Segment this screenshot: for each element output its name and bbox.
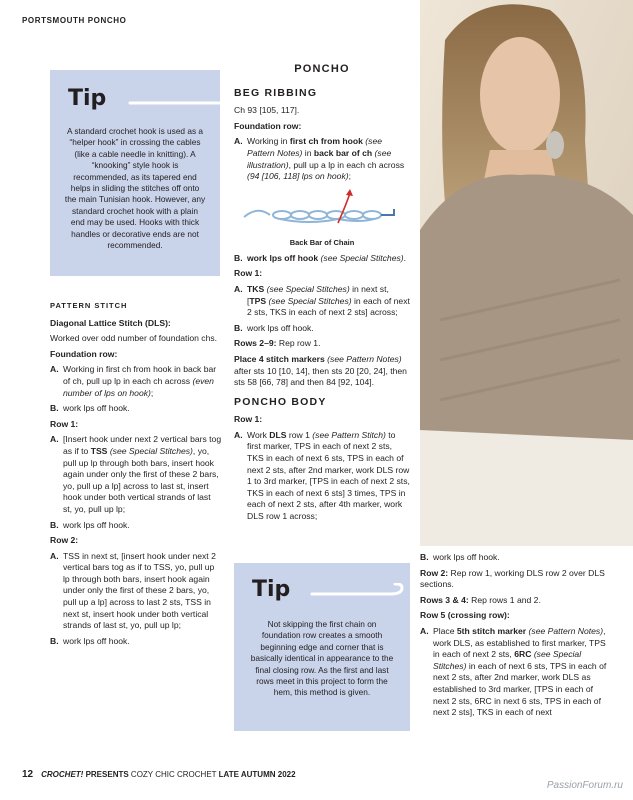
tip-box-1 [50,70,220,276]
rows-2-9: Rows 2–9: Rep row 1. [234,338,321,349]
middle-column [234,64,410,527]
running-head: PORTSMOUTH PONCHO [22,16,127,25]
step-a: A. Working in first ch from hook in back bar of ch, pull up lp in each ch across (even number of lps on hook); [50,364,217,398]
row-2: Row 2: Rep row 1, working DLS row 2 over DLS sections. [420,567,605,590]
tip-box-2 [234,563,410,731]
step-a: A. Place 5th stitch marker (see Pattern Notes), work DLS, as established to first marker, TPS in each of next 2 sts, 6RC (see Special Stitches) in each of next 6 sts, TPS in each of next 2 sts, after 2nd marker, work DLS as established to 3rd marker, [TPS in each of next 2 sts, 6RC in next 6 sts, TPS in each of next 2 sts], TKS in each of next [420,625,607,718]
step-b: B. work lps off hook. [234,322,314,333]
tip-text: Not skipping the first chain on foundation row creates a smooth beginning edge and corner that is basically identical in appearance to the final closing row. As the first and last rows meet in this project to form the hem, this method is given. [250,619,394,698]
footer-issue: COZY CHIC CROCHET [130,770,219,779]
watermark: PassionForum.ru [546,780,623,791]
tip-text: A standard crochet hook is used as a “helper hook” in crossing the cables (like a cable needle in knitting). A “knooking” style hook is recommended, as its tapered end helps in sliding the stitches off onto the main Tunisian hook. However, any standard crochet hook with a plain end may be used. Hooks with thick handles or decorative ends are not recommended. [64,126,206,251]
tip-title: Tip [252,577,291,602]
step-a: A. [Insert hook under next 2 vertical bars tog as if to TSS (see Special Stitches), yo, pull up lp through both bars, insert hook again under only the first of these 2 bars, yo, pull up a lp] across to last st, insert hook under both vertical strands of last st, yo, pull up lp; [50,434,222,514]
row-1-label: Row 1: [234,268,263,279]
illustration-caption: Back Bar of Chain [289,237,355,247]
footer-season: LATE AUTUMN 2022 [218,770,296,779]
poncho-body-heading: PONCHO BODY [234,395,327,408]
page-number: 12 [22,769,34,780]
foundation-row-label: Foundation row: [50,348,118,359]
stitch-name: Diagonal Lattice Stitch (DLS): [50,317,171,328]
step-b: B. work lps off hook. [420,552,500,562]
row-5-label: Row 5 (crossing row): [420,610,510,621]
step-a: A. TKS (see Special Stitches) in next st, [TPS (see Special Stitches) in each of next 2 sts, TKS in each of next 2 sts] across; [234,283,410,318]
footer-brand: CROCHET! [41,770,84,779]
chain-count: Ch 93 [105, 117]. [234,105,300,116]
foundation-row-label: Foundation row: [234,120,302,131]
beg-ribbing-heading: BEG RIBBING [234,86,318,99]
back-bar-illustration [234,187,410,253]
rows-3-4: Rows 3 & 4: Rep rows 1 and 2. [420,594,541,605]
place-markers: Place 4 stitch markers (see Pattern Notes) after sts 10 [10, 14], then sts 20 [20, 24], then sts 58 [66, 78] and then 84 [92, 104]. [234,353,407,388]
right-column [420,552,608,723]
crochet-hook-icon [310,583,406,599]
row-1-label: Row 1: [234,414,263,425]
model-photo [420,0,633,546]
step-a: A. TSS in next st, [insert hook under next 2 vertical bars tog as if to TSS, yo, pull up lp through both bars, insert hook again under only the first of these 2 bars, yo, pull up a lp] across to last 2 sts, TSS in next st, insert hook under both vertical strands of last st, yo, pull up lp; [50,550,216,631]
step-b: B. work lps off hook. [50,635,130,646]
stitch-intro: Worked over odd number of foundation chs. [50,333,218,344]
step-b: B. work lps off hook. [50,519,130,530]
left-column [50,300,222,651]
model-wearing-poncho-image [420,0,633,546]
tip-title: Tip [68,86,107,111]
footer [22,769,296,780]
row-2-label: Row 2: [50,535,79,546]
poncho-title: PONCHO [294,63,350,75]
step-b: B. work lps off hook. [50,403,130,414]
step-a: A. Working in first ch from hook (see Pattern Notes) in back bar of ch (see illustration), pull up a lp in each ch across (94 [106, 118] lps on hook); [234,136,405,182]
footer-presents: PRESENTS [83,770,131,779]
row-1-label: Row 1: [50,418,79,429]
pattern-stitch-heading: PATTERN STITCH [50,301,128,310]
step-a: A. Work DLS row 1 (see Pattern Stitch) to first marker, TPS in each of next 2 sts, TKS in each of next 6 sts, TPS in each of next 2 sts, after 2nd marker, work DLS row 1 to 3rd marker, [TPS in each of next 2 sts, TKS in each of next 6 sts] 3 times, TPS in each of next 2 sts, after 4th marker, work DLS row 1 across; [234,429,410,522]
chain-illustration [234,187,410,237]
step-b: B. work lps off hook (see Special Stitches). [234,252,407,263]
